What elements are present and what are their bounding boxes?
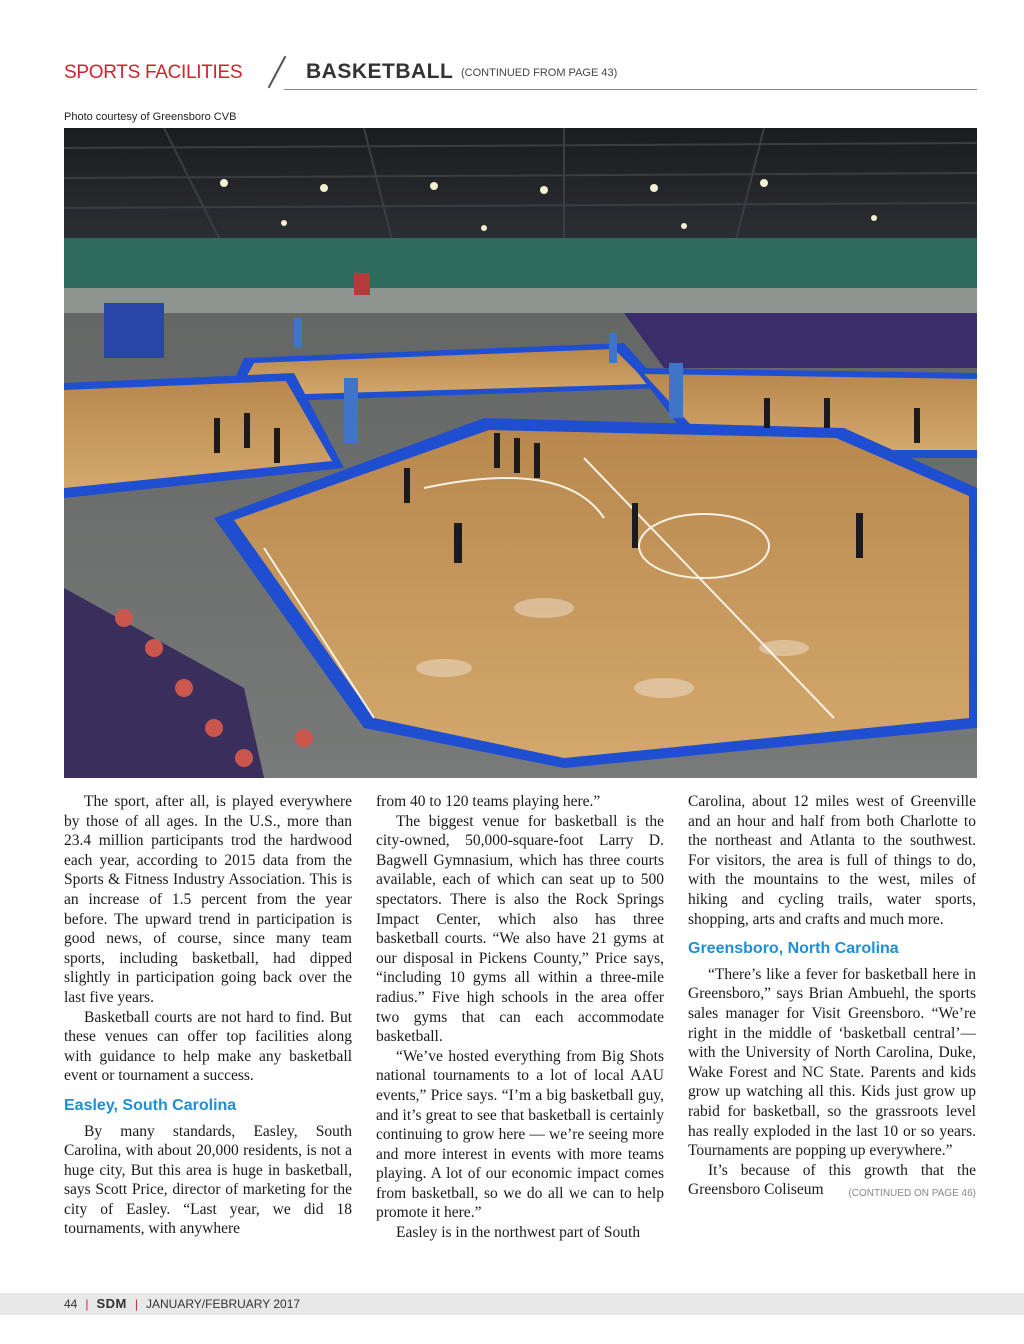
arena-illustration (64, 128, 977, 778)
body-paragraph: Carolina, about 12 miles west of Greenville and an hour and half from both Charlotte to the northeast and Atlanta to the southwest. For visitors, the area is full of things to do, with the mountains to the west, miles of hiking and cycling trails, water sports, shopping, arts and crafts and much more. (688, 793, 976, 928)
body-paragraph: The sport, after all, is played everywhere by those of all ages. In the U.S., more than 23.4 million participants trod the hardwood each year, according to 2015 data from the Sports & Fitness Industry Association. This is an increase of 1.5 percent from the year before. The upward trend in participation is good news, of course, since many team sports, including basketball, had dipped slightly in participation going back over the last five years. (64, 793, 352, 1006)
basketball-arena-photo (64, 128, 977, 778)
issue-date: JANUARY/FEBRUARY 2017 (146, 1297, 301, 1311)
section-label: SPORTS FACILITIES (64, 62, 243, 83)
page-number: 44 (64, 1297, 78, 1311)
body-paragraph: The biggest venue for basketball is the city-owned, 50,000-square-foot Larry D. Bagwell Gymnasium, which has three courts available, each of which can seat up to 500 spectators. There is also the Rock Springs Impact Center, which also has three basketball courts. “We also have 21 gyms at our disposal in Pickens County,” Price says, “including 10 gyms all within a three-mile radius.” Five high schools in the area offer two gyms that can each accommodate basketball. (376, 812, 664, 1046)
magazine-brand: SDM (96, 1296, 127, 1311)
page-header (64, 58, 977, 90)
text-column-2 (376, 792, 664, 1243)
body-paragraph: “There’s like a fever for basketball here in Greensboro,” says Brian Ambuehl, the sports sales manager for Visit Greensboro. “We’re right in the middle of ‘basketball central’—with the University of North Carolina, Duke, Wake Forest and NC State. Parents and kids grow up watching all this. Kids just grow up rabid for basketball, so the grassroots level has really exploded in the last 10 or so years. Tournaments are popping up everywhere.” (688, 965, 976, 1160)
header-slash-divider (268, 56, 287, 89)
continued-on-note: (CONTINUED ON PAGE 46) (848, 1188, 976, 1200)
body-paragraph (688, 1161, 976, 1200)
header-rule (284, 89, 977, 90)
final-sentence: It’s because of this growth that the Greensboro Coliseum (688, 1161, 976, 1199)
text-column-1 (64, 792, 352, 1239)
text-column-3 (688, 792, 976, 1204)
page-footer (0, 1290, 1024, 1318)
photo-credit: Photo courtesy of Greensboro CVB (64, 111, 237, 123)
footer-text (64, 1296, 300, 1311)
subhead-greensboro: Greensboro, North Carolina (688, 940, 899, 958)
body-paragraph: “We’ve hosted everything from Big Shots national tournaments to a lot of local AAU events,” Price says. “I’m a big basketball guy, and it’s great to see that basketball is certainly continuing to grow here — we’re seeing more and more interest in events with more teams playing. A lot of our economic impact comes from basketball, so we do all we can to help promote it here.” (376, 1047, 664, 1222)
blue-garage-door (104, 303, 164, 358)
topic-title: BASKETBALL (306, 60, 454, 83)
body-paragraph: from 40 to 120 teams playing here.” (376, 793, 601, 810)
body-paragraph: Easley is in the northwest part of South (396, 1224, 641, 1242)
continued-from-note: (CONTINUED FROM PAGE 43) (461, 67, 618, 79)
american-flag (354, 273, 370, 295)
body-paragraph: By many standards, Easley, South Carolina, with about 20,000 residents, is not a huge city, But this area is huge in basketball, says Scott Price, director of marketing for the city of Easley. “Last year, we did 18 tournaments, with anywhere (64, 1122, 352, 1238)
purple-bleachers-far (624, 313, 977, 368)
footer-separator: | (134, 1297, 138, 1311)
subhead-easley: Easley, South Carolina (64, 1096, 237, 1114)
body-paragraph: Basketball courts are not hard to find. But these venues can offer top facilities along with guidance to help make any basketball event or tournament a success. (64, 1008, 352, 1085)
footer-separator: | (85, 1297, 89, 1311)
